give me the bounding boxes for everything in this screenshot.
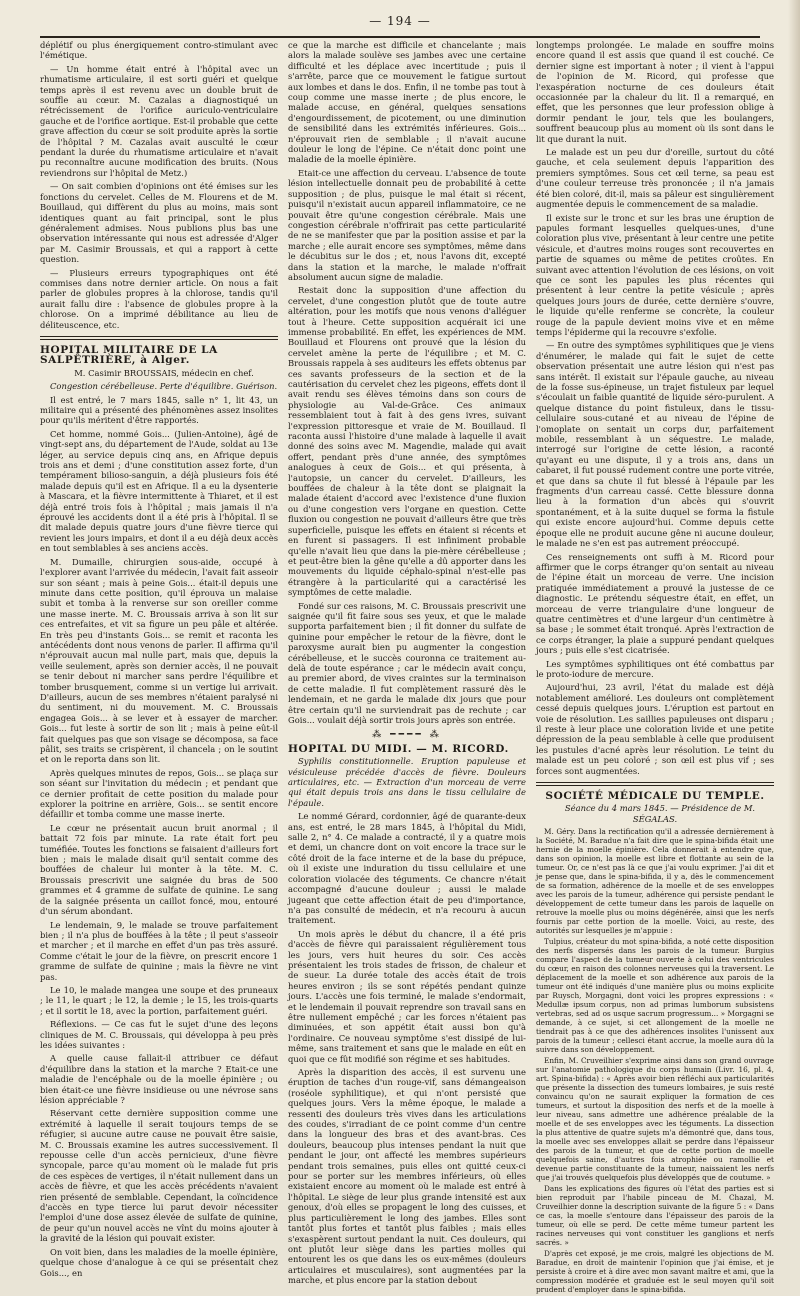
section-divider [40,336,278,340]
section-subtitle: Syphilis constitutionnelle. Eruption papuleuse et vésiculeuse précédée d'accès de fièvre. Douleurs articulaires, etc. — Extraction d'un morceau de verre qui était depuis trois ans dans le tissu cellulaire de l'épaule. [288,756,526,808]
paragraph: Le 10, le malade mangea une soupe et des pruneaux ; le 11, le quart ; le 12, la demie ; le 15, les trois-quarts ; et il sortit le 18, avec la portion, parfaitement guéri. [40,984,278,1016]
paragraph: Le malade est un peu dur d'oreille, surtout du côté gauche, et cela seulement depuis l'apparition des premiers symptômes. Sous cet œil terne, sa peau est d'une couleur terreuse très prononcée ; il n'a jamais été bien coloré, dit-il, mais sa pâleur est singulièrement augmentée depuis le commencement de sa maladie. [536,147,774,210]
paragraph: Le lendemain, 9, le malade se trouve parfaitement bien ; il n'a plus de bouffées à la tête ; il peut s'asseoir et marcher ; et il marche en effet d'un pas très assuré. Comme c'était le jour de la fièvre, on prescrit encore 1 gramme de sulfate de quinine ; mais la fièvre ne vint pas. [40,919,278,982]
paragraph: D'après cet exposé, je me crois, malgré les objections de M. Baradue, en droit de maintenir l'opinion que j'ai émise, et je persiste à croire et à dire avec mon savant maître et ami, que la compression modérée et graduée est le seul moyen qu'il soit prudent d'employer dans le spina-bifida. [536,1249,774,1295]
column-2 [288,40,526,1296]
paragraph: Cet homme, nommé Gois... (Julien-Antoine), âgé de vingt-sept ans, du département de l'Aude, soldat au 13e léger, au service depuis cinq ans, en Afrique depuis trois ans et demi ; d'une constitution assez forte, d'un tempérament bilioso-sanguin, a déjà plusieurs fois été malade depuis qu'il est en Afrique. Il a eu la dysenterie à Mascara, et la fièvre intermittente à Thiaret, et il est déjà entré trois fois à l'hôpital ; mais jamais il n'a éprouvé les accidents dont il a été pris à l'hôpital. Il se dit malade depuis quatre jours d'une fièvre tierce qui revient les jours impairs, et dont il a eu déjà deux accès en tout semblables à ses anciens accès. [40,428,278,554]
paragraph: Après la disparition des accès, il est survenu une éruption de taches d'un rouge-vif, sans démangeaison (roséole syphilitique), et qui n'ont persisté que quelques jours. Vers la même époque, le malade a ressenti des douleurs très vives dans les articulations des coudes, s'irradiant de ce point comme d'un centre dans la longueur des bras et des avant-bras. Ces douleurs, beaucoup plus intenses pendant la nuit que pendant le jour, ont affecté les membres supérieurs pendant trois semaines, puis elles ont quitté ceux-ci pour se porter sur les membres inférieurs, où elles existaient encore au moment où le malade est entré à l'hôpital. Le siège de leur plus grande intensité est aux genoux, d'où elles se propagent le long des cuisses, et plus particulièrement le long des jambes. Elles sont tantôt plus fortes et tantôt plus faibles ; mais elles s'exaspèrent surtout pendant la nuit. Ces douleurs, qui ont plutôt leur siège dans les parties molles qui entourent les os que dans les os eux-mêmes (douleurs articulaires et musculaires), sont augmentées par la marche, et plus encore par la station debout [288,1067,526,1286]
paragraph: — On sait combien d'opinions ont été émises sur les fonctions du cervelet. Celles de M. Flourens et de M. Bouillaud, qui diffèrent du plus au moins, mais sont identiques quant au fait principal, sont le plus généralement admises. Nous publions plus bas une observation intéressante qui nous est adressée d'Alger par M. Casimir Broussais, et qui a rapport à cette question. [40,181,278,265]
section-divider [536,782,774,786]
session-line: Séance du 4 mars 1845. — Présidence de M. SÉGALAS. [564,803,756,824]
paragraph: Le nommé Gérard, cordonnier, âgé de quarante-deux ans, est entré, le 28 mars 1845, à l'hôpital du Midi, salle 2, n° 4. Ce malade a contracté, il y a quatre mois et demi, un chancre dont on voit encore la trace sur le côté droit de la face interne et de la base du prépuce, où il existe une induration du tissu cellulaire et une coloration violacée des téguments. Ce chancre n'était accompagné d'aucune douleur ; aussi le malade jugeant que cette affection était de peu d'importance, n'a pas consulté de médecin, et n'a recouru à aucun traitement. [288,811,526,926]
section-author: M. Casimir BROUSSAIS, médecin en chef. [74,367,254,378]
section-title-salpetriere: HOPITAL MILITAIRE DE LA SALPÊTRIÈRE, à Alger. [40,343,218,367]
paragraph: Enfin, M. Cruveilhier s'exprime ainsi dans son grand ouvrage sur l'anatomie pathologique du corps humain (Livr. 16, pl. 4, art. Spina-bifida) : « Après avoir bien réfléchi aux particularités que présente la dissection des tumeurs lombaires, je suis resté convaincu qu'on ne saurait expliquer la formation de ces tumeurs, et surtout la disposition des nerfs et de la moelle à leur niveau, sans admettre une adhérence préalable de la moelle et de ses enveloppes avec les téguments. La dissection la plus attentive de quatre sujets m'a démontré que, dans tous, la moelle avec ses enveloppes allait se perdre dans l'épaisseur des parois de la tumeur, et que de cette portion de moelle quelquefois saine, d'autres fois atrophiée ou ramollie et devenue partie constituante de la tumeur, naissaient les nerfs que j'ai trouvés quelquefois plus développés que de coutume. » [536,1056,774,1183]
paragraph: Il est entré, le 7 mars 1845, salle n° 1, lit 43, un militaire qui a présenté des phénomènes assez insolites pour qu'ils méritent d'être rapportés. [40,394,278,426]
paragraph: Etait-ce une affection du cerveau. L'absence de toute lésion intellectuelle donnait peu de probabilité à cette supposition ; de plus, puisque le mal était si récent, puisqu'il n'existait aucun appareil inflammatoire, ce ne pouvait être qu'une congestion cérébrale. Mais une congestion cérébrale n'offrirait pas cette particularité de ne se manifester que par la position assise et par la marche ; elle aurait encore ses symptômes, même dans le décubitus sur le dos ; et, nous l'avons dit, excepté dans la station et la marche, le malade n'offrait absolument aucun signe de maladie. [288,167,526,282]
paragraph: Après quelques minutes de repos, Gois... se plaça sur son séant sur l'invitation du médecin ; et pendant que ce dernier profitait de cette position du malade pour explorer la poitrine en arrière, Gois... se sentit encore défaillir et tomba comme une masse inerte. [40,767,278,820]
paragraph: Tulpius, créateur du mot spina-bifida, a noté cette disposition des nerfs dispersés dans les parois de la tumeur. Burgius compare l'aspect de la tumeur ouverte à celui des ventricules du cœur, en raison des colonnes nerveuses qui la traversent. Le déplacement de la moelle et son adhérence aux parois de la tumeur ont été indiqués d'une manière plus ou moins explicite par Ruysch, Morgagni, dont voici les propres expressions : « Medullæ ipsum corpus, non ad primas lumborum subsistens vertebras, sed ad os usque sacrum progressum... » Morgagni se demande, à ce sujet, si cet allongement de la moelle ne tiendrait pas à ce que des adhérences insolites l'unissent aux parois de la tumeur ; cellesci étant accrue, la moelle aura dû la suivre dans son développement. [536,937,774,1055]
paragraph: A quelle cause fallait-il attribuer ce défaut d'équilibre dans la station et la marche ? Etait-ce une maladie de l'encéphale ou de la moelle épinière ; ou bien était-ce une fièvre insidieuse ou une névrose sans lésion appréciable ? [40,1053,278,1105]
text-columns [40,40,774,1295]
page-edge-shade [788,0,800,1170]
paragraph: — Plusieurs erreurs typographiques ont été commises dans notre dernier article. On nous a fait parler de globules propres à la chlorose, tandis qu'il aurait fallu dire : l'absence de globules propre à la chlorose. On a imprimé débilitance au lieu de déliteuscence, etc. [40,267,278,330]
paragraph: Un mois après le début du chancre, il a été pris d'accès de fièvre qui paraissaient régulièrement tous les jours, vers huit heures du soir. Ces accès présentaient les trois stades de frisson, de chaleur et de sueur. La durée totale des accès était de trois heures environ ; ils se sont répétés pendant quinze jours. L'accès une fois terminé, le malade s'endormait, et le lendemain il pouvait reprendre son travail sans en être nullement empêché ; car les forces n'étaient pas diminuées, et son appétit était aussi bon qu'à l'ordinaire. Ce nouveau symptôme s'est dissipé de lui-même, sans traitement et sans que le malade en eût en quoi que ce fût modifié son régime et ses habitudes. [288,928,526,1064]
paragraph: Dans les explications des figures où l'état des parties est si bien reproduit par l'habile pinceau de M. Chazal, M. Cruveilhier donne la description suivante de la figure 5 : « Dans ce cas, la moelle s'entoure dans l'épaisseur des parois de la tumeur, où elle se perd. De cette même tumeur partent les racines nerveuses qui vont constituer les ganglions et nerfs sacrés. » [536,1184,774,1248]
paragraph: Le cœur ne présentait aucun bruit anormal ; il battait 72 fois par minute. La rate était fort peu tuméfiée. Toutes les fonctions se faisaient d'ailleurs fort bien ; mais le malade disait qu'il sentait comme des bouffées de chaleur lui monter à la tête. M. C. Broussais prescrivit une saignée du bras de 500 grammes et 4 gramme de sulfate de quinine. Le sang de la saignée présenta un caillot foncé, mou, entouré d'un sérum abondant. [40,822,278,917]
page-header [40,6,760,38]
section-subtitle: Congestion cérébelleuse. Perte d'équilibre. Guérison. [50,381,278,392]
paragraph: ce que la marche est difficile et chancelante ; mais alors la malade soulève ses jambes avec une certaine difficulté et les déplace avec incertitude ; puis il s'arrête, parce que ce mouvement le fatigue surtout aux lombes et dans le dos. Enfin, il ne tombe pas tout à coup comme une masse inerte ; de plus encore, le malade accuse, en général, quelques sensations d'engourdissement, de picotement, ou une diminution de sensibilité dans les extrémités inférieures. Gois... n'éprouvait rien de semblable ; il n'avait aucune douleur le long de l'épine. Ce n'était donc point une maladie de la moelle épinière. [288,40,526,165]
paragraph: Réservant cette dernière supposition comme une extrémité à laquelle il serait toujours temps de se réfugier, si aucune autre cause ne pouvait être saisie, M. C. Broussais examine les autres successivement. Il repousse celle d'un accès pernicieux, d'une fièvre syncopale, parce qu'au moment où le malade fut pris de ces espèces de vertiges, il n'était nullement dans un accès de fièvre, et que les accès précédents n'avaient rien présenté de semblable. Cependant, la coïncidence d'accès en type tierce lui parut devoir nécessiter l'emploi d'une dose assez élevée de sulfate de quinine, de peur qu'un nouvel accès ne vînt du moins ajouter à la gravité de la lésion qui pouvait exister. [40,1108,278,1244]
column-1 [40,40,278,1296]
paragraph: — Un homme était entré à l'hôpital avec un rhumatisme articulaire, il est sorti guéri et quelque temps après il est revenu avec un double bruit de souffle au cœur. M. Cazalas a diagnostiqué un rétrécissement de l'orifice auriculo-ventriculaire gauche et de l'orifice aortique. Est-il probable que cette grave affection du cœur se soit produite après la sortie de l'hôpital ? M. Cazalas avait ausculté le cœur pendant la durée du rhumatisme articulaire et n'avait pu reconnaître aucune modification des bruits. (Nous reviendrons sur l'hôpital de Metz.) [40,63,278,178]
paragraph: longtemps prolongée. Le malade en souffre moins encore quand il est assis que quand il est couché. Ce dernier signe est important à noter ; il vient à l'appui de l'opinion de M. Ricord, qui professe que l'exaspération nocturne de ces douleurs était occasionnée par la chaleur du lit. Il a remarqué, en effet, que les personnes que leur profession oblige à dormir pendant le jour, tels que les boulangers, souffrent beaucoup plus au moment où ils sont dans le lit que durant la nuit. [536,40,774,144]
paragraph: Fondé sur ces raisons, M. C. Broussais prescrivit une saignée qu'il fit faire sous ses yeux, et que le malade supporta parfaitement bien ; il fit donner du sulfate de quinine pour empêcher le retour de la fièvre, dont le paroxysme aurait bien pu augmenter la congestion cérébelleuse, et le succès couronna ce traitement au-delà de toute espérance ; car le médecin avait conçu, au premier abord, de vives craintes sur la terminaison de cette maladie. Il fut complètement rassuré dès le lendemain, et ne garda le malade dix jours que pour être certain qu'il ne surviendrait pas de rechute ; car Gois... voulait déjà sortir trois jours après son entrée. [288,600,526,725]
paragraph: Les symptômes syphilitiques ont été combattus par le proto-iodure de mercure. [536,658,774,679]
paragraph: On voit bien, dans les maladies de la moelle épinière, quelque chose d'analogue à ce qui se présentait chez Gois..., en [40,1246,278,1278]
paragraph: M. Dumaille, chirurgien sous-aide, occupé à l'explorer avant l'arrivée du médecin, l'avait fait asseoir sur son séant ; mais à peine Gois... était-il depuis une minute dans cette position, qu'il éprouva un malaise subit et tomba à la renverse sur son oreiller comme une masse inerte. M. C. Broussais arriva à son lit sur ces entrefaites, et vit sa figure un peu pâle et altérée. En très peu d'instants Gois... se remit et raconta les antécédents dont nous venons de parler. Il affirma qu'il n'éprouvait aucun mal nulle part, mais que, depuis la veille seulement, après son dernier accès, il ne pouvait se tenir debout ni marcher sans perdre l'équilibre et tomber brusquement, comme si un vertige lui arrivait. D'ailleurs, aucun de ses membres n'étaient paralysé ni du sentiment, ni du mouvement. M. C. Broussais engagea Gois... à se lever et à essayer de marcher. Gois... fut leste à sortir de son lit ; mais à peine eût-il fait quelques pas que son visage se décomposa, sa face pâlit, ses traits se crispèrent, il chancela ; on le soutint et on le reporta dans son lit. [40,556,278,765]
paragraph: M. Géry. Dans la rectification qu'il a adressée dernièrement à la Société, M. Baradue n'a fait dire que le spina-bifida était une hernie de la moelle épinière. Cela donnerait à entendre que, dans son opinion, la moelle est libre et flottante au sein de la tumeur. Or, ce n'est pas là ce que j'ai voulu exprimer. J'ai dit et je pense que, dans le spina-bifida, il y a, dès le commencement de sa formation, adhérence de la moelle et de ses enveloppes avec les parois de la tumeur, adhérence qui persiste pendant le développement de cette tumeur dans les parois de laquelle on retrouve la moelle plus ou moins dégénérée, ainsi que les nerfs fournis par cette portion de la moelle. Voici, au reste, des autorités sur lesquelles je m'appuie : [536,827,774,936]
ornament-divider: ⁂ ━━━━ ⁂ [372,730,442,741]
paragraph: — En outre des symptômes syphilitiques que je viens d'énumérer, le malade qui fait le sujet de cette observation présentait une autre lésion qui n'est pas sans intérêt. Il existait sur l'épaule gauche, au niveau de la fosse sus-épineuse, un trajet fistuleux par lequel s'écoulait un faible quantité de liquide séro-purulent. A quelque distance du point fistuleux, dans le tissu-cellulaire sous-cutané et au niveau de l'épine de l'omoplate on sentait un corps dur, parfaitement mobile, ressemblant à un séquestre. Le malade, interrogé sur l'origine de cette lésion, a raconté qu'ayant eu une dispute, il y a trois ans, dans un cabaret, il fut poussé rudement contre une porte vitrée, et que dans sa chute il fut blessé à l'épaule par les fragments d'un carreau cassé. Cette blessure donna lieu à la formation d'un abcès qui s'ouvrit spontanément, et à la suite duquel se forma la fistule qui existe encore aujourd'hui. Comme depuis cette époque elle ne produit aucune gêne ni aucune douleur, le malade ne s'en est pas autrement préoccupé. [536,340,774,549]
paragraph: Aujourd'hui, 23 avril, l'état du malade est déjà notablement amélioré. Les douleurs ont complètement cessé depuis quelques jours. L'éruption est partout en voie de résolution. Les saillies papuleuses ont disparu ; il reste à leur place une coloration livide et une petite dépression de la peau semblable à celle que produisent les pustules d'acné après leur résolution. Le teint du malade est un peu coloré ; son œil est plus vif ; ses forces sont augmentées. [536,682,774,776]
paragraph: Restait donc la supposition d'une affection du cervelet, d'une congestion plutôt que de toute autre altération, pour les motifs que nous venons d'alléguer tout à l'heure. Cette supposition acquérait ici une immense probabilité. En effet, les expériences de MM. Bouillaud et Flourens ont prouvé que la lésion du cervelet amène la perte de l'équilibre ; et M. C. Broussais rappela à ses auditeurs les effets obtenus par ces savants professeurs de la section et de la cautérisation du cervelet chez les pigeons, effets dont il avait rendu ses élèves témoins dans son cours de physiologie au Val-de-Grâce. Ces animaux ressemblaient tout à fait à des gens ivres, suivant l'expression pittoresque et vraie de M. Bouillaud. Il raconta aussi l'histoire d'une malade à laquelle il avait donné des soins avec M. Magendie, malade qui avait offert, pendant près d'une année, des symptômes analogues à ceux de Gois... et qui présenta, à l'autopsie, un cancer du cervelet. D'ailleurs, les bouffées de chaleur à la tête dont se plaignait la malade étaient d'accord avec l'existence d'une fluxion ou d'une congestion vers l'organe en question. Cette fluxion ou congestion ne pouvait d'ailleurs être que très superficielle, puisque les effets en étaient si récents et en furent si passagers. Il est infiniment probable qu'elle n'avait lieu que dans la pie-mère cérébelleuse ; et peut-être bien la gêne qu'elle a dû apporter dans les mouvements du liquide céphalo-spinal n'est-elle pas étrangère à la particularité qui a caractérisé les symptômes de cette maladie. [288,285,526,598]
paragraph: Il existe sur le tronc et sur les bras une éruption de papules formant lesquelles quelques-unes, d'une coloration plus vive, présentant à leur centre une petite vésicule, et d'autres moins rouges sont recouvertes en partie de squames ou même de petites croûtes. En suivant avec attention l'évolution de ces lésions, on voit que ce sont les papules les plus récentes qui présentent à leur centre la petite vésicule ; après quelques jours jours de durée, cette dernière s'ouvre, le liquide qu'elle renferme se concrète, la couleur rouge de la papule devient moins vive et en même temps l'épiderme qui la recouvre s'exfolie. [536,212,774,337]
paragraph: déplétif ou plus énergiquement contro-stimulant avec l'émétique. [40,40,278,61]
paragraph: Réflexions. — Ce cas fut le sujet d'une des leçons cliniques de M. C. Broussais, qui développa à peu près les idées suivantes : [40,1019,278,1050]
section-title-hopital-midi: HOPITAL DU MIDI. — M. RICORD. [288,742,509,755]
section-title-societe-medicale: SOCIÉTÉ MÉDICALE DU TEMPLE. [545,790,765,803]
paragraph: Ces renseignements ont suffi à M. Ricord pour affirmer que le corps étranger qu'on sentait au niveau de l'épine était un morceau de verre. Une incision pratiquée immédiatement a prouvé la justesse de ce diagnostic. Le prétendu séquestre était, en effet, un morceau de verre triangulaire d'une longueur de quatre centimètres et d'une largeur d'un centimètre à sa base ; le sommet était tronqué. Après l'extraction de ce corps étranger, la plaie a suppuré pendant quelques jours ; puis elle s'est cicatrisée. [536,551,774,656]
column-3 [536,40,774,1296]
page-number: — 194 — [369,14,431,28]
